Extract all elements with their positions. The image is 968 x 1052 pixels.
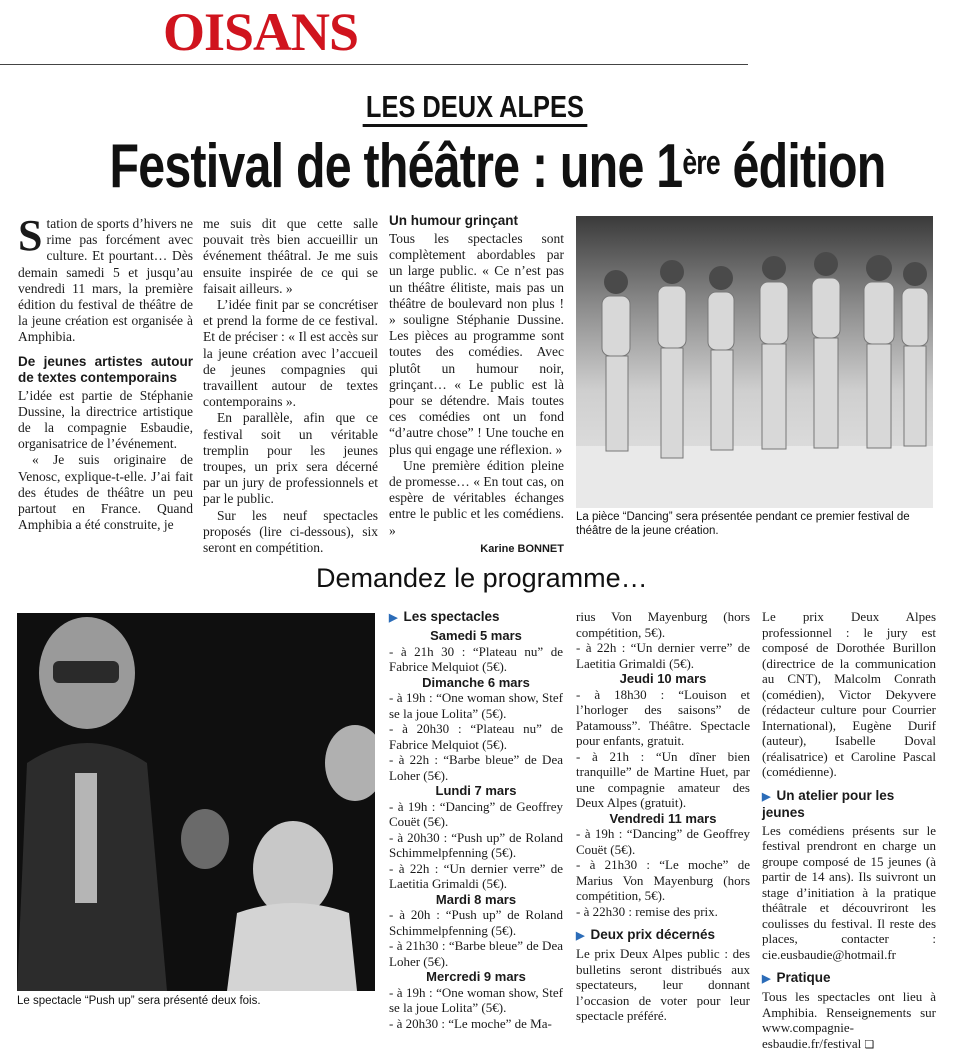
subhead-1: De jeunes artistes autour de textes contemporains <box>18 353 193 385</box>
author-signature: Karine BONNET <box>480 542 564 555</box>
kicker-line <box>0 90 950 127</box>
schedule-event: - à 19h : “One woman show, Stef se la joue Lolita” (5€). <box>389 984 563 1015</box>
dropcap: S <box>18 211 43 260</box>
paragraph: Sur les neuf spectacles proposés (lire ci-dessous), six seront en compétition. <box>203 507 378 556</box>
triangle-bullet-icon: ▶ <box>576 930 585 942</box>
headline-end: édition <box>719 132 886 201</box>
prix-text: Le prix Deux Alpes public : des bulletins seront distribués aux spectateurs, leur donnant l’occasion de voter pour leur spectacle préféré. <box>576 946 750 1023</box>
triangle-bullet-icon: ▶ <box>762 973 771 985</box>
triangle-bullet-icon: ▶ <box>389 612 398 624</box>
headline-main: Festival de théâtre : une 1 <box>109 132 683 201</box>
subhead-2: Un humour grinçant <box>389 213 518 228</box>
pratique-heading <box>762 970 936 987</box>
schedule-event: - à 20h30 : “Push up” de Roland Schimmelpfenning (5€). <box>389 829 563 860</box>
schedule-event: - à 20h30 : “Plateau nu” de Fabrice Melquiot (5€). <box>389 721 563 752</box>
schedule-day: Samedi 5 mars <box>430 628 522 643</box>
programme-column-3 <box>762 609 936 1052</box>
atelier-heading <box>762 788 936 821</box>
paragraph: En parallèle, afin que ce festival soit un véritable tremplin pour les jeunes troupes, un prix sera décerné par un jury de professionnels et par le public. <box>203 410 378 507</box>
schedule-day: Jeudi 10 mars <box>619 671 707 686</box>
push-up-performers-illustration <box>17 613 375 991</box>
schedule-event: - à 22h : “Un dernier verre” de Laetitia Grimaldi (5€). <box>576 640 750 671</box>
kicker: LES DEUX ALPES <box>363 90 588 127</box>
programme-column-1 <box>389 609 563 1031</box>
article-column-2 <box>203 216 378 556</box>
schedule-event: - à 22h : “Barbe bleue” de Dea Loher (5€). <box>389 752 563 783</box>
jury-text: Le prix Deux Alpes professionnel : le jury est composé de Dorothée Burillon (directrice de la communication au CNT), Malcolm Conrath (comédien), Victor Dekyvere (rédacteur culture pour Courrier International), Eugène Durif (auteur), Isabelle Doval (réalisatrice) et Caroline Pascal (comédienne). <box>762 609 936 779</box>
schedule-event: rius Von Mayenburg (hors compétition, 5€). <box>576 609 750 640</box>
programme-column-2 <box>576 609 750 1024</box>
pratique-title: Pratique <box>776 970 831 985</box>
spectacles-title: Les spectacles <box>403 609 500 624</box>
schedule-event: - à 18h30 : “Louison et l’horloger des saisons” de Patamouss”. Théâtre. Spectacle pour enfants, gratuit. <box>576 686 750 748</box>
push-up-photo-caption: Le spectacle “Push up” sera présenté deux fois. <box>17 995 261 1007</box>
schedule-event: - à 22h30 : remise des prix. <box>576 903 718 919</box>
schedule-event: - à 22h : “Un dernier verre” de Laetitia Grimaldi (5€). <box>389 860 563 891</box>
schedule-event: - à 19h : “Dancing” de Geoffrey Couët (5€). <box>389 798 563 829</box>
paragraph: Tous les spectacles sont complètement abordables par un large public. « Ce n’est pas un théâtre élitiste, mais pas un théâtre de boulevard non plus ! » souligne Stéphanie Dussine. Les pièces au programme sont toutes des comédies. Avec plutôt un humour noir, grinçant… « Le public est là pour se détendre. Mais toutes ces comédies ont un fond “d’autre chose” ! Une touche en plus qui engage une réflexion. » <box>389 231 564 457</box>
schedule-event: - à 20h : “Push up” de Roland Schimmelpfenning (5€). <box>389 907 563 938</box>
headline-sup: ère <box>682 144 720 182</box>
prix-title: Deux prix décernés <box>590 927 716 942</box>
schedule-day: Mercredi 9 mars <box>426 969 526 984</box>
schedule-event: - à 21h30 : “Barbe bleue” de Dea Loher (5€). <box>389 938 563 969</box>
rubric-rule <box>0 64 748 65</box>
paragraph: Une première édition pleine de promesse… « En tout cas, on espère de véritables échanges entre le public et les comédiens. » <box>389 457 564 538</box>
paragraph: L’idée finit par se concrétiser et prend la forme de ce festival. Et de préciser : « Il est accès sur la jeune création avec l’accueil de jeunes compagnies qui travaillent autour de textes contemporains ». <box>203 297 378 410</box>
schedule-event: - à 21h30 : “Le moche” de Marius Von Mayenburg (hors compétition, 5€). <box>576 857 750 903</box>
paragraph: « Je suis originaire de Venosc, explique-t-elle. J’ai fait des études de théâtre un peu partout en France. Quand Amphibia a été construite, je <box>18 452 193 533</box>
schedule-list <box>389 628 563 1031</box>
intro-text: tation de sports d’hivers ne rime pas forcément avec culture. Et pourtant… Dès demain samedi 5 et jusqu’au vendredi 11 mars, la première édition du festival de théâtre de la jeune création est organisée à Amphibia. <box>18 216 193 345</box>
schedule-event: - à 19h : “One woman show, Stef se la joue Lolita” (5€). <box>389 690 563 721</box>
atelier-text: Les comédiens présents sur le festival prendront en charge un groupe composé de 15 jeunes (à partir de 14 ans). Ils suivront un stage d’initiation à la pratique théâtrale et découvriront les coulisses du festival. Il reste des places, contacter : cie.eusbaudie@hotmail.fr <box>762 822 936 962</box>
schedule-event: - à 20h30 : “Le moche” de Ma- <box>389 1015 552 1031</box>
schedule-event: - à 19h : “Dancing” de Geoffrey Couët (5€). <box>576 826 750 857</box>
paragraph: L’idée est partie de Stéphanie Dussine, la directrice artistique de la compagnie Esbaudie, organisatrice de l’événement. <box>18 387 193 452</box>
prix-heading <box>576 927 750 944</box>
schedule-day: Dimanche 6 mars <box>422 674 530 690</box>
schedule-day: Vendredi 11 mars <box>609 810 717 826</box>
spectacles-heading <box>389 609 563 626</box>
atelier-title: Un atelier pour les jeunes <box>762 787 895 820</box>
article-column-3 <box>389 213 564 557</box>
schedule-day: Lundi 7 mars <box>435 783 517 798</box>
headline <box>0 131 950 203</box>
article-column-1 <box>18 211 193 533</box>
end-mark-icon: ❏ <box>864 1037 875 1051</box>
pratique-text <box>762 989 936 1052</box>
dancing-photo-caption: La pièce “Dancing” sera présentée pendant ce premier festival de théâtre de la jeune création. <box>576 511 910 537</box>
pratique-body: Tous les spectacles ont lieu à Amphibia. Renseignements sur www.compagnie-esbaudie.fr/festival <box>762 989 936 1051</box>
section-rubric: OISANS <box>163 2 359 62</box>
headline-text <box>109 131 885 203</box>
triangle-bullet-icon: ▶ <box>762 790 771 803</box>
schedule-event: - à 21h : “Un dîner bien tranquille” de Martine Huet, par une compagnie amateur des Deux Alpes (gratuit). <box>576 748 750 810</box>
dancing-performers-illustration <box>576 216 933 508</box>
programme-title: Demandez le programme… <box>316 563 648 593</box>
paragraph: me suis dit que cette salle pouvait très bien accueillir un événement théâtral. Je me suis ensuite inspirée de ce qui se faisait ailleurs. » <box>203 216 378 296</box>
dancing-photo <box>576 216 933 508</box>
schedule-list <box>576 609 750 919</box>
schedule-event: - à 21h 30 : “Plateau nu” de Fabrice Melquiot (5€). <box>389 643 563 674</box>
push-up-photo <box>17 613 375 991</box>
intro-paragraph <box>18 211 193 346</box>
schedule-day: Mardi 8 mars <box>435 891 517 907</box>
